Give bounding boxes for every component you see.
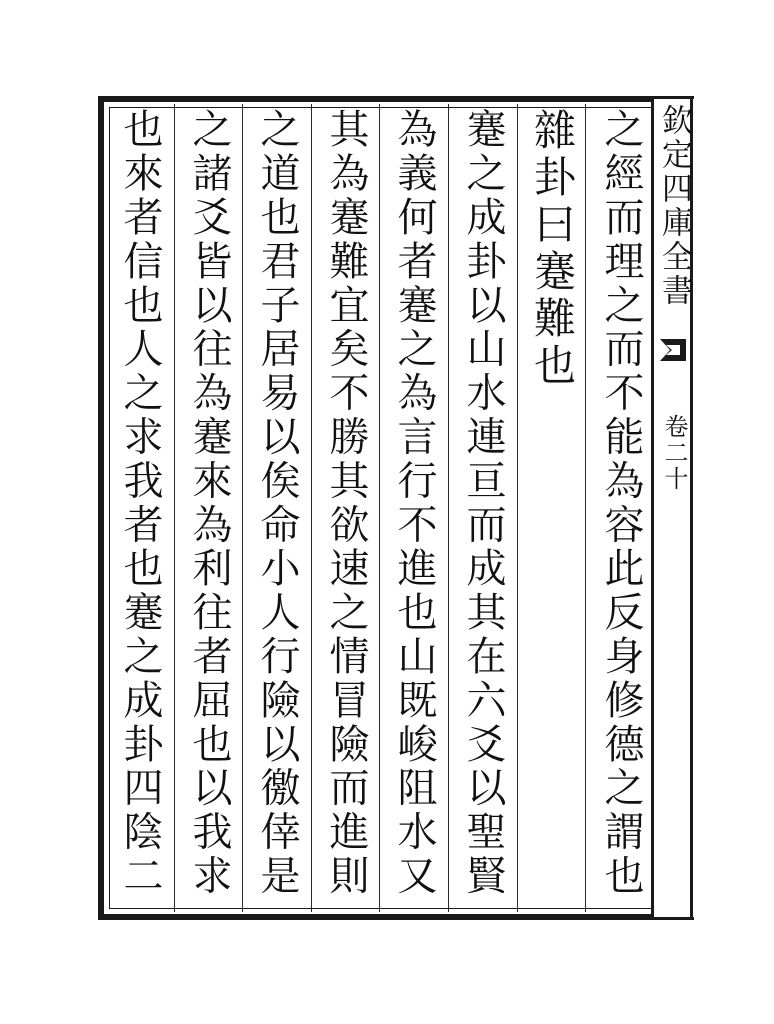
text-column-1: 之經而理之而不能為容此反身修德之謂也 <box>598 108 644 899</box>
column-rule <box>174 104 175 912</box>
text-column-8: 也來者信也人之求我者也蹇之成卦四陰二 <box>117 108 163 899</box>
column-rule <box>242 104 243 912</box>
text-column-4: 為義何者蹇之為言行不進也山既峻阻水又 <box>391 108 437 899</box>
text-column-5: 其為蹇難宜矣不勝其欲速之情冒險而進則 <box>323 108 369 899</box>
text-column-3: 蹇之成卦以山水連亘而成其在六爻以聖賢 <box>460 108 506 899</box>
column-rule <box>448 104 449 912</box>
text-column-2: 雜卦曰蹇難也 <box>528 108 577 390</box>
column-rule <box>517 104 518 912</box>
column-rule <box>311 104 312 912</box>
text-column-7: 之諸爻皆以往為蹇來為利往者屈也以我求 <box>186 108 232 899</box>
column-rule <box>585 104 586 912</box>
book-title: 欽定四庫全書 <box>656 104 692 308</box>
text-column-6: 之道也君子居易以俟命小人行險以徼倖是 <box>254 108 300 899</box>
fish-tail-mark <box>658 336 688 364</box>
column-rule <box>379 104 380 912</box>
juan-number: 卷二十 <box>660 414 688 492</box>
